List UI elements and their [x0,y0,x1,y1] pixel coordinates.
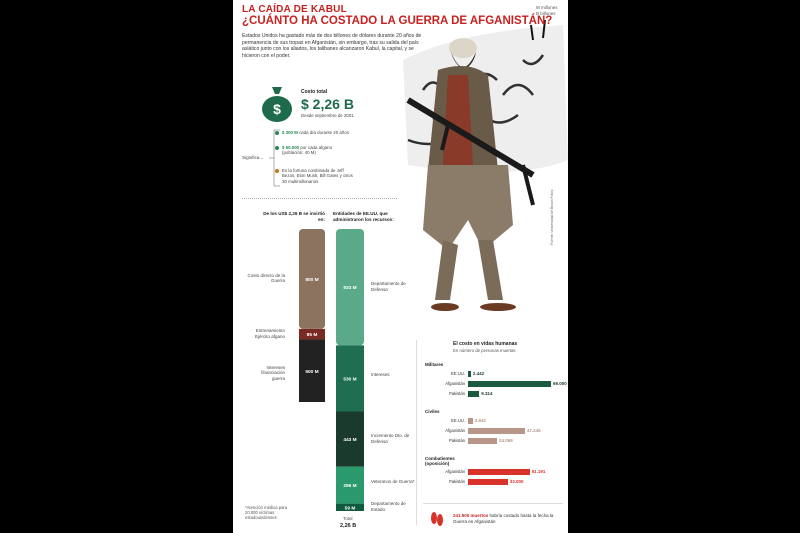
bullet-1 [282,130,377,135]
chart3-value-label: 69.000 [553,381,567,387]
cost-value: $ 2,26 B [301,96,354,112]
chart2-stacked-bar [336,229,364,515]
chart3-category-label: Afganistán [445,380,465,386]
bullet-2 [282,145,354,156]
chart3-category-label: Pakistán [448,390,465,396]
chart2-title: Entidades de EE.UU. que administraron los recursos: [333,211,394,222]
chart3-bar [468,479,508,485]
chart3-title: El costo en vidas humanas [453,341,518,347]
chart3-category-label: EE.UU. [451,370,465,376]
photo-credit: Fuente: Universidad de Brown Fotos: [550,189,554,245]
chart3-category-label: Afganistán [445,427,465,433]
chart3-value-label: 24.099 [498,438,513,444]
divider [423,503,563,504]
bullet-dot [275,146,279,150]
chart3-value-label: 2.442 [472,371,485,377]
chart3-bar [468,391,479,397]
significa-label: Significa... [242,155,264,160]
chart3-subtitle: En número de personas muertas [453,348,516,353]
chart3-category-label: EE.UU. [451,417,465,423]
page-title: ¿CUÁNTO HA COSTADO LA GUERRA DE AFGANISTÁN? [242,15,553,27]
chart2-category-label: Departamento de Defensa [371,281,406,292]
deaths-summary-highlight: 241.500 muertos [453,513,489,518]
divider [242,198,397,199]
cost-since: Desde septiembre de 2001 [301,113,354,118]
chart1-title: De los US$ 2,26 B se invirtió en: [263,211,325,222]
legend-billones: B billones [536,11,556,16]
total-value: 2,26 B [340,523,357,529]
deaths-summary-text: habría costado hasta la fecha la Guerra en Afganistán [453,513,554,524]
chart3-bar [468,438,497,444]
legend-millones: M millones [536,5,558,10]
bullet-1-text: cada día durante 20 años [297,130,349,135]
chart2-category-label: Intereses [371,372,390,378]
intro-text: Estados Unidos ha gastado más de dos billones de dólares durante 20 años de permanencia de sus tropas en Afganistán, sin embargo, tras su salida del país asiático junto con los aliados, los talibanes alcanzaron Kabul, la capital, y se hicieron con el poder. [242,33,422,59]
infographic-poster [233,0,568,533]
chart2-value-label: 443 M [343,438,357,444]
chart2-value-label: 296 M [343,484,357,490]
total-label: Total [343,516,353,521]
bullet-2-text: por cada afgano (población: 40 M) [282,145,333,156]
bullet-dot [275,169,279,173]
chart2-category-label: Departamento de Estado [371,501,406,512]
chart3-bar [468,381,551,387]
chart3-bar [468,371,471,377]
unit-legend [536,5,558,17]
chart3-bar [468,418,473,424]
chart3-group-label: Civiles [425,409,440,414]
chart2-value-label: 530 M [343,377,357,383]
bullet-2-highlight: $ 50.000 [282,145,300,150]
footnote: *Atención médica para 20.000 víctimas estadounidenses [245,505,288,520]
chart1-value-label: 85 M [306,333,318,339]
chart3-group-label: Combatientes (oposición) [425,456,455,467]
chart3-category-label: Afganistán [445,468,465,474]
chart3-value-label: 51.191 [531,469,546,475]
chart3-value-label: 47.245 [526,428,541,434]
divider [416,340,417,525]
chart1-category-label: Intereses financiación guerra [261,364,285,381]
chart3-group-label: Militares [425,362,444,367]
chart2-value-label: 933 M [343,286,357,292]
footprints-icon [429,508,445,528]
chart3-value-label: 3.942 [474,418,486,424]
chart3-category-label: Pakistán [448,478,465,484]
money-bag-icon [258,83,296,123]
chart1-category-label: Costo directo de la Guerra [247,272,285,284]
bullet-1-highlight: $ 300 M [282,130,298,135]
chart2-category-label: Veteranos de Guerra* [371,479,415,485]
chart3-category-label: Pakistán [448,437,465,443]
chart3-value-label: 9.314 [481,391,493,397]
chart2-category-label: Incremento Dto. de Defensa [371,433,410,444]
deaths-summary [453,513,563,524]
chart1-value-label: 500 M [305,369,319,375]
chart1-value-label: 800 M [305,277,319,283]
significa-bracket [269,128,281,190]
cost-label: Costo total [301,89,328,95]
soldier-illustration [233,0,568,533]
chart1-stacked-bar [299,229,325,404]
chart3-bar [468,469,530,475]
bullet-dot [275,131,279,135]
chart2-value-label: 59 M [344,506,356,512]
kicker: LA CAÍDA DE KABUL [242,4,347,15]
chart3-bar [468,428,525,434]
bullet-3: Es la fortuna combinada de Jeff Bezos, Elon Musk, Bill Gates y otros 30 multimillonarios [282,168,353,184]
chart1-category-label: Entrenamiento Ejército afgano [254,328,285,339]
svg-text:$: $ [273,101,281,117]
chart3-value-label: 33.000 [509,479,524,485]
